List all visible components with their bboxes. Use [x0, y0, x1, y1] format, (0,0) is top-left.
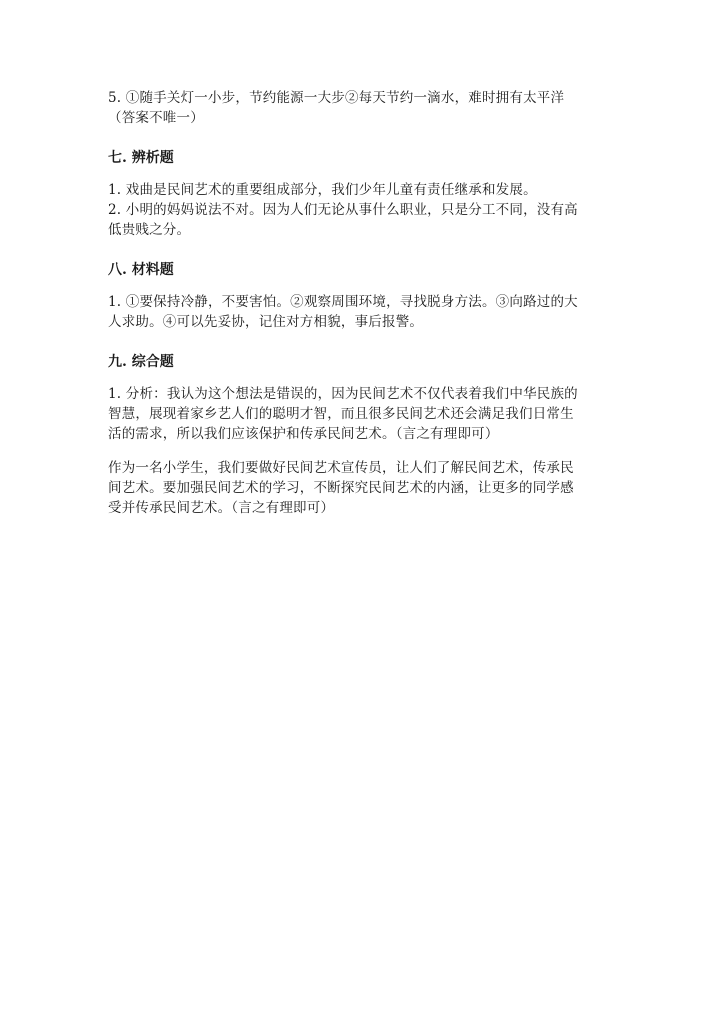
section-8-heading: 八. 材料题 — [108, 262, 174, 278]
section-9-para-1-line-2: 智慧，展现着家乡艺人们的聪明才智，而且很多民间艺术还会满足我们日常生 — [108, 406, 574, 422]
answer-5-line-2: （答案不唯一） — [108, 110, 204, 126]
section-9-heading: 九. 综合题 — [108, 354, 174, 370]
answer-document — [108, 88, 620, 518]
section-9-para-2-line-1: 作为一名小学生，我们要做好民间艺术宣传员，让人们了解民间艺术，传承民 — [108, 460, 574, 476]
section-8-answer-1-line-2: 人求助。④可以先妥协，记住对方相貌，事后报警。 — [108, 314, 424, 330]
section-9-para-2-line-2: 间艺术。要加强民间艺术的学习，不断探究民间艺术的内涵，让更多的同学感 — [108, 480, 574, 496]
section-8-answer-1-line-1: 1. ①要保持冷静，不要害怕。②观察周围环境，寻找脱身方法。③向路过的大 — [108, 294, 578, 310]
section-8-material — [108, 260, 620, 332]
section-7-answer-1: 1. 戏曲是民间艺术的重要组成部分，我们少年儿童有责任继承和发展。 — [108, 182, 537, 198]
section6-tail — [108, 88, 620, 128]
section-7-answer-2-line-1: 2. 小明的妈妈说法不对。因为人们无论从事什么职业，只是分工不同，没有高 — [108, 202, 578, 218]
section-9-comprehensive — [108, 352, 620, 518]
section-7-heading: 七. 辨析题 — [108, 150, 174, 166]
section-7-analysis — [108, 148, 620, 240]
section-9-para-2-line-3: 受并传承民间艺术。（言之有理即可） — [108, 500, 335, 516]
section-7-answer-2-line-2: 低贵贱之分。 — [108, 222, 191, 238]
answer-5-line-1: 5. ①随手关灯一小步，节约能源一大步②每天节约一滴水，难时拥有太平洋 — [108, 90, 565, 106]
section-9-para-1-line-3: 活的需求，所以我们应该保护和传承民间艺术。（言之有理即可） — [108, 426, 499, 442]
section-9-para-1-line-1: 1. 分析：我认为这个想法是错误的，因为民间艺术不仅代表着我们中华民族的 — [108, 386, 578, 402]
